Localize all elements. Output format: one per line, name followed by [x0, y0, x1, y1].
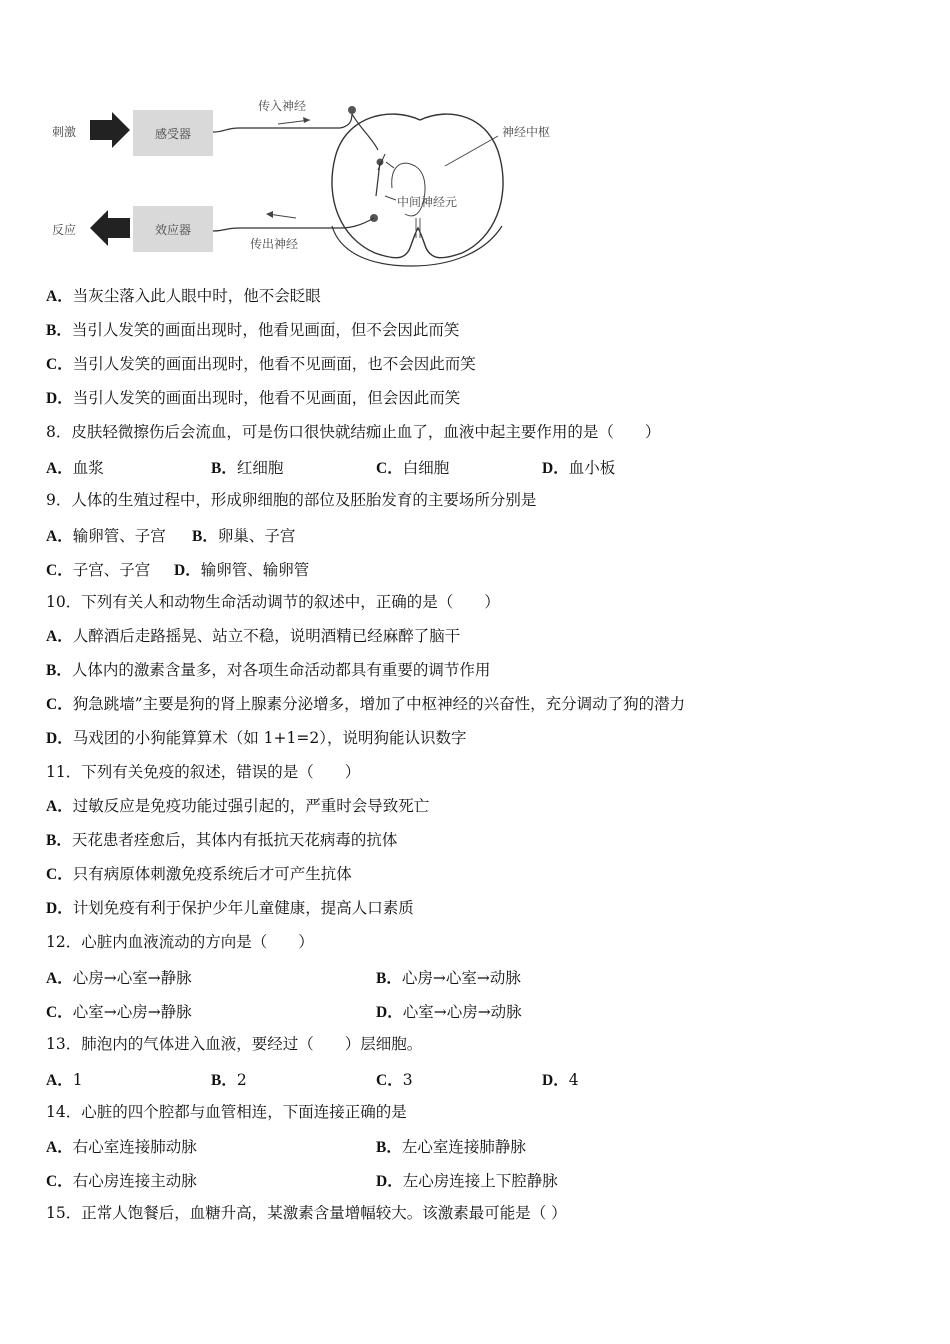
receptor-label: 感受器	[155, 127, 192, 141]
q11-stem: 11．下列有关免疫的叙述，错误的是（ ）	[46, 763, 361, 781]
center-label: 神经中枢	[502, 125, 551, 139]
interneuron-label: 中间神经元	[397, 195, 458, 209]
q13-option-c: C．3	[376, 1071, 413, 1089]
q9-option-d: D．输卵管、输卵管	[174, 561, 310, 579]
effector-label: 效应器	[155, 223, 192, 237]
stimulus-arrow-icon	[90, 112, 130, 148]
q14-option-a: A．右心室连接肺动脉	[46, 1138, 197, 1156]
afferent-nerve-path	[213, 112, 352, 132]
q14-option-b: B．左心室连接肺静脉	[376, 1138, 526, 1156]
afferent-arrowhead-icon	[303, 117, 310, 123]
q10-option-d: D．马戏团的小狗能算算术（如 1+1=2），说明狗能认识数字	[46, 729, 467, 747]
q11-option-a: A．过敏反应是免疫功能过强引起的，严重时会导致死亡	[46, 797, 430, 815]
q15-stem: 15．正常人饱餐后，血糖升高，某激素含量增幅较大。该激素最可能是（ ）	[46, 1204, 567, 1222]
efferent-arrowhead-icon	[266, 211, 273, 218]
q8-option-c: C．白细胞	[376, 459, 450, 477]
q10-stem: 10．下列有关人和动物生命活动调节的叙述中，正确的是（ ）	[46, 593, 500, 611]
q9-option-a: A．输卵管、子宫	[46, 527, 166, 545]
q13-option-d: D．4	[542, 1071, 579, 1089]
q12-option-c: C．心室→心房→静脉	[46, 1003, 192, 1021]
q13-option-b: B．2	[211, 1071, 247, 1089]
efferent-nerve-path	[213, 218, 374, 231]
q14-option-c: C．右心房连接主动脉	[46, 1172, 197, 1190]
q9-stem: 9．人体的生殖过程中，形成卵细胞的部位及胚胎发育的主要场所分别是	[46, 491, 537, 509]
q13-option-a: A．1	[46, 1071, 83, 1089]
q12-stem: 12．心脏内血液流动的方向是（ ）	[46, 933, 314, 951]
q11-option-c: C．只有病原体刺激免疫系统后才可产生抗体	[46, 865, 352, 883]
q7-option-a: A．当灰尘落入此人眼中时，他不会眨眼	[46, 287, 321, 305]
q10-option-a: A．人醉酒后走路摇晃、站立不稳，说明酒精已经麻醉了脑干	[46, 627, 461, 645]
q10-option-c: C．狗急跳墙”主要是狗的肾上腺素分泌增多，增加了中枢神经的兴奋性，充分调动了狗的潜力	[46, 695, 686, 713]
interneuron-pointer	[385, 196, 396, 200]
q7-option-c: C．当引人发笑的画面出现时，他看不见画面，也不会因此而笑	[46, 355, 476, 373]
q7-option-b: B．当引人发笑的画面出现时，他看见画面，但不会因此而笑	[46, 321, 460, 339]
efferent-label: 传出神经	[250, 237, 299, 251]
q7-option-d: D．当引人发笑的画面出现时，他看不见画面，但会因此而笑	[46, 389, 461, 407]
synapse-mark-2	[386, 162, 394, 168]
center-pointer	[445, 136, 498, 166]
response-label: 反应	[52, 223, 77, 237]
stimulus-label: 刺激	[52, 125, 77, 139]
q14-option-d: D．左心房连接上下腔静脉	[376, 1172, 558, 1190]
q14-stem: 14．心脏的四个腔都与血管相连，下面连接正确的是	[46, 1103, 407, 1121]
q13-stem: 13．肺泡内的气体进入血液，要经过（ ）层细胞。	[46, 1035, 423, 1053]
afferent-ganglion-icon	[348, 106, 356, 114]
cord-bottom-curve	[332, 226, 502, 266]
afferent-label: 传入神经	[258, 99, 307, 113]
spinal-cord-outline	[332, 114, 503, 258]
q12-option-b: B．心房→心室→动脉	[376, 969, 521, 987]
q8-stem: 8．皮肤轻微擦伤后会流血，可是伤口很快就结痂止血了，血液中起主要作用的是（ ）	[46, 423, 661, 441]
q10-option-b: B．人体内的激素含量多，对各项生命活动都具有重要的调节作用	[46, 661, 491, 679]
response-arrow-icon	[90, 210, 130, 246]
q9-option-c: C．子宫、子宫	[46, 561, 151, 579]
q8-option-a: A．血浆	[46, 459, 104, 477]
q9-option-b: B．卵巢、子宫	[192, 527, 296, 545]
q8-option-b: B．红细胞	[211, 459, 284, 477]
q11-option-b: B．天花患者痊愈后，其体内有抵抗天花病毒的抗体	[46, 831, 398, 849]
reflex-arc-diagram	[40, 88, 580, 283]
q11-option-d: D．计划免疫有利于保护少年儿童健康，提高人口素质	[46, 899, 414, 917]
q12-option-d: D．心室→心房→动脉	[376, 1003, 522, 1021]
q12-option-a: A．心房→心室→静脉	[46, 969, 192, 987]
q8-option-d: D．血小板	[542, 459, 616, 477]
